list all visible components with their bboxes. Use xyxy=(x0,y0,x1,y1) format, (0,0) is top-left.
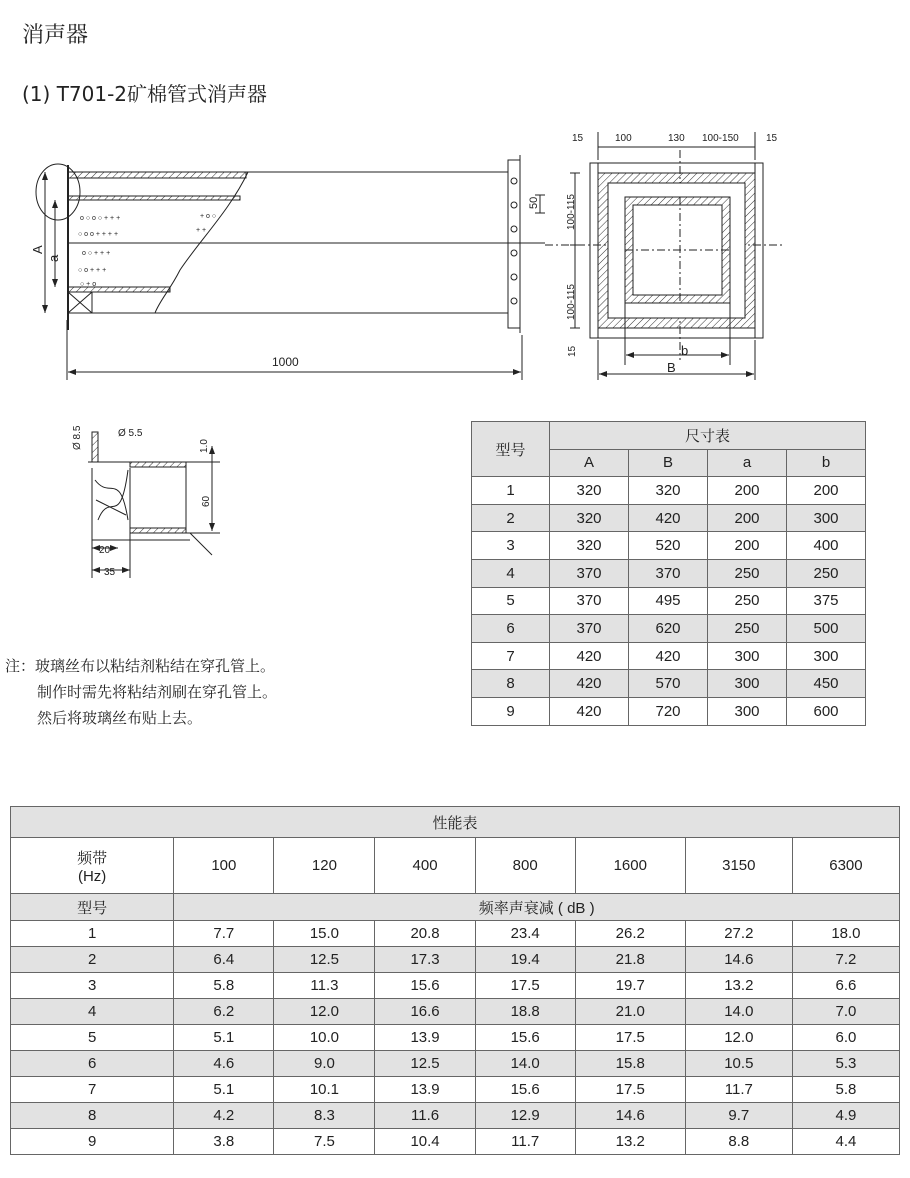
attenuation-cell: 17.5 xyxy=(475,973,575,999)
svg-text:o ○ o ○ + + +: o ○ o ○ + + + xyxy=(80,215,121,222)
table-row xyxy=(11,999,900,1025)
detail-dim: Ø 5.5 xyxy=(118,428,143,439)
dimension-cell: 320 xyxy=(550,477,629,505)
attenuation-cell: 17.5 xyxy=(575,1025,685,1051)
band-cell: 1600 xyxy=(575,838,685,894)
attenuation-cell: 5.1 xyxy=(174,1025,274,1051)
attenuation-cell: 23.4 xyxy=(475,921,575,947)
attenuation-cell: 12.5 xyxy=(274,947,375,973)
dimension-cell: 200 xyxy=(708,504,787,532)
model-cell: 6 xyxy=(11,1051,174,1077)
attenuation-cell: 4.4 xyxy=(792,1129,899,1155)
dimension-cell: 620 xyxy=(629,615,708,643)
attenuation-cell: 18.0 xyxy=(792,921,899,947)
dimension-cell: 420 xyxy=(550,670,629,698)
dimension-cell: 200 xyxy=(708,477,787,505)
attenuation-cell: 5.8 xyxy=(174,973,274,999)
detail-dim: 60 xyxy=(201,495,212,507)
attenuation-cell: 4.6 xyxy=(174,1051,274,1077)
section-top-dim: 130 xyxy=(668,133,685,144)
attenuation-cell: 13.9 xyxy=(375,1077,475,1103)
model-cell: 9 xyxy=(472,697,550,725)
dimension-cell: 500 xyxy=(787,615,866,643)
dim-B-label: B xyxy=(667,360,676,375)
model-cell: 2 xyxy=(11,947,174,973)
attenuation-cell: 17.3 xyxy=(375,947,475,973)
dim-b-label: b xyxy=(681,343,689,358)
attenuation-cell: 18.8 xyxy=(475,999,575,1025)
attenuation-cell: 13.9 xyxy=(375,1025,475,1051)
section-left-dim: 100-115 xyxy=(566,194,577,230)
attenuation-cell: 19.4 xyxy=(475,947,575,973)
dimension-cell: 300 xyxy=(708,670,787,698)
model-cell: 6 xyxy=(472,615,550,643)
dimension-cell: 600 xyxy=(787,697,866,725)
section-title: (1) T701-2矿棉管式消声器 xyxy=(22,82,268,106)
attenuation-cell: 14.6 xyxy=(685,947,792,973)
attenuation-cell: 11.3 xyxy=(274,973,375,999)
attenuation-cell: 12.0 xyxy=(685,1025,792,1051)
attenuation-cell: 17.5 xyxy=(575,1077,685,1103)
section-left-dim: 100-115 xyxy=(566,284,577,320)
table-row xyxy=(11,921,900,947)
model-cell: 7 xyxy=(472,642,550,670)
band-cell: 3150 xyxy=(685,838,792,894)
column-header: B xyxy=(629,449,708,477)
performance-table xyxy=(10,806,900,1155)
dimension-cell: 520 xyxy=(629,532,708,560)
table-row xyxy=(472,697,866,725)
dimension-cell: 320 xyxy=(550,532,629,560)
model-cell: 4 xyxy=(472,559,550,587)
dimension-cell: 200 xyxy=(708,532,787,560)
table-row xyxy=(472,532,866,560)
table-row xyxy=(11,1025,900,1051)
attenuation-cell: 26.2 xyxy=(575,921,685,947)
dimension-cell: 300 xyxy=(787,504,866,532)
svg-text:○ + o: ○ + o xyxy=(80,281,97,288)
band-cell: 120 xyxy=(274,838,375,894)
model-cell: 5 xyxy=(11,1025,174,1051)
attenuation-cell: 4.9 xyxy=(792,1103,899,1129)
dim-length-label: 1000 xyxy=(272,355,299,369)
dimension-cell: 250 xyxy=(708,587,787,615)
attenuation-cell: 7.0 xyxy=(792,999,899,1025)
dimension-cell: 450 xyxy=(787,670,866,698)
model-cell: 1 xyxy=(472,477,550,505)
attenuation-cell: 5.8 xyxy=(792,1077,899,1103)
attenuation-header: 频率声衰减 ( dB ) xyxy=(174,894,900,921)
dimension-cell: 200 xyxy=(787,477,866,505)
table-row xyxy=(472,670,866,698)
attenuation-cell: 8.3 xyxy=(274,1103,375,1129)
attenuation-cell: 12.5 xyxy=(375,1051,475,1077)
attenuation-cell: 19.7 xyxy=(575,973,685,999)
table-row xyxy=(11,973,900,999)
model-header: 型号 xyxy=(472,422,550,477)
detail-dim: Ø 8.5 xyxy=(72,425,83,450)
svg-text:○ o + + +: ○ o + + + xyxy=(78,267,107,274)
section-left-dim: 15 xyxy=(567,345,578,357)
band-cell: 6300 xyxy=(792,838,899,894)
dimension-cell: 570 xyxy=(629,670,708,698)
model-cell: 5 xyxy=(472,587,550,615)
band-cell: 400 xyxy=(375,838,475,894)
model-cell: 1 xyxy=(11,921,174,947)
attenuation-cell: 8.8 xyxy=(685,1129,792,1155)
band-cell: 100 xyxy=(174,838,274,894)
attenuation-cell: 15.6 xyxy=(475,1025,575,1051)
section-top-dim: 100 xyxy=(615,133,632,144)
table-title: 尺寸表 xyxy=(550,422,866,450)
detail-dim: 35 xyxy=(104,567,116,578)
table-title: 性能表 xyxy=(11,807,900,838)
model-cell: 8 xyxy=(472,670,550,698)
model-cell: 3 xyxy=(11,973,174,999)
dimension-cell: 370 xyxy=(550,615,629,643)
detail-dim: 20 xyxy=(99,545,111,556)
dimension-cell: 250 xyxy=(708,615,787,643)
dimension-cell: 300 xyxy=(787,642,866,670)
attenuation-cell: 13.2 xyxy=(685,973,792,999)
attenuation-cell: 13.2 xyxy=(575,1129,685,1155)
dimension-cell: 250 xyxy=(708,559,787,587)
attenuation-cell: 5.1 xyxy=(174,1077,274,1103)
model-cell: 4 xyxy=(11,999,174,1025)
dimension-cell: 720 xyxy=(629,697,708,725)
attenuation-cell: 21.0 xyxy=(575,999,685,1025)
model-cell: 8 xyxy=(11,1103,174,1129)
attenuation-cell: 15.6 xyxy=(475,1077,575,1103)
attenuation-cell: 20.8 xyxy=(375,921,475,947)
model-cell: 3 xyxy=(472,532,550,560)
dimension-cell: 370 xyxy=(550,587,629,615)
note-line: 注：玻璃丝布以粘结剂粘结在穿孔管上。 xyxy=(5,657,276,675)
dimension-cell: 300 xyxy=(708,642,787,670)
detail-dim: 1.0 xyxy=(199,439,210,453)
dim-A-label: A xyxy=(30,245,45,254)
dimension-cell: 420 xyxy=(550,697,629,725)
table-row xyxy=(472,642,866,670)
attenuation-cell: 7.2 xyxy=(792,947,899,973)
table-row xyxy=(11,1129,900,1155)
model-cell: 9 xyxy=(11,1129,174,1155)
attenuation-cell: 6.0 xyxy=(792,1025,899,1051)
side-view-drawing xyxy=(36,155,545,380)
dimension-cell: 320 xyxy=(550,504,629,532)
dimension-cell: 420 xyxy=(629,504,708,532)
section-top-dim: 15 xyxy=(572,133,584,144)
attenuation-cell: 11.7 xyxy=(475,1129,575,1155)
dimension-cell: 250 xyxy=(787,559,866,587)
attenuation-cell: 15.6 xyxy=(375,973,475,999)
model-cell: 7 xyxy=(11,1077,174,1103)
attenuation-cell: 5.3 xyxy=(792,1051,899,1077)
attenuation-cell: 14.0 xyxy=(685,999,792,1025)
table-row xyxy=(472,477,866,505)
attenuation-cell: 14.6 xyxy=(575,1103,685,1129)
model-cell: 2 xyxy=(472,504,550,532)
section-view-drawing xyxy=(545,132,785,380)
dimension-cell: 420 xyxy=(629,642,708,670)
attenuation-cell: 10.1 xyxy=(274,1077,375,1103)
table-row xyxy=(472,504,866,532)
column-header: a xyxy=(708,449,787,477)
svg-text:o ○ + + +: o ○ + + + xyxy=(82,250,111,257)
attenuation-cell: 11.7 xyxy=(685,1077,792,1103)
attenuation-cell: 21.8 xyxy=(575,947,685,973)
attenuation-cell: 7.7 xyxy=(174,921,274,947)
attenuation-cell: 16.6 xyxy=(375,999,475,1025)
band-cell: 800 xyxy=(475,838,575,894)
attenuation-cell: 6.2 xyxy=(174,999,274,1025)
attenuation-cell: 6.6 xyxy=(792,973,899,999)
table-row xyxy=(11,947,900,973)
attenuation-cell: 9.7 xyxy=(685,1103,792,1129)
table-row xyxy=(472,587,866,615)
dimension-cell: 300 xyxy=(708,697,787,725)
attenuation-cell: 9.0 xyxy=(274,1051,375,1077)
dimension-cell: 370 xyxy=(629,559,708,587)
svg-text:+ o ○: + o ○ xyxy=(200,213,217,220)
table-row xyxy=(11,1077,900,1103)
attenuation-cell: 10.4 xyxy=(375,1129,475,1155)
table-row xyxy=(472,559,866,587)
section-top-dim: 15 xyxy=(766,133,778,144)
page-title: 消声器 xyxy=(22,23,89,48)
dimension-cell: 370 xyxy=(550,559,629,587)
column-header: A xyxy=(550,449,629,477)
table-row xyxy=(11,1103,900,1129)
attenuation-cell: 4.2 xyxy=(174,1103,274,1129)
band-header xyxy=(11,838,174,894)
svg-text:○ o o + + + +: ○ o o + + + + xyxy=(78,231,119,238)
table-row xyxy=(472,615,866,643)
note-line: 制作时需先将粘结剂刷在穿孔管上。 xyxy=(37,683,278,701)
dimension-cell: 400 xyxy=(787,532,866,560)
table-row xyxy=(11,1051,900,1077)
dimension-cell: 420 xyxy=(550,642,629,670)
attenuation-cell: 6.4 xyxy=(174,947,274,973)
attenuation-cell: 15.0 xyxy=(274,921,375,947)
attenuation-cell: 10.5 xyxy=(685,1051,792,1077)
attenuation-cell: 15.8 xyxy=(575,1051,685,1077)
dimension-table xyxy=(471,421,866,726)
attenuation-cell: 10.0 xyxy=(274,1025,375,1051)
dim-hole-pitch-label: 50 xyxy=(528,196,540,209)
dimension-cell: 375 xyxy=(787,587,866,615)
dim-a-label: a xyxy=(46,254,61,262)
attenuation-cell: 27.2 xyxy=(685,921,792,947)
svg-text:+ +: + + xyxy=(196,227,207,234)
note-line: 然后将玻璃丝布贴上去。 xyxy=(37,709,203,727)
attenuation-cell: 11.6 xyxy=(375,1103,475,1129)
attenuation-cell: 7.5 xyxy=(274,1129,375,1155)
dimension-cell: 495 xyxy=(629,587,708,615)
band-unit: (Hz) xyxy=(77,867,107,885)
attenuation-cell: 12.9 xyxy=(475,1103,575,1129)
band-header-label: 频带 xyxy=(77,849,108,867)
attenuation-cell: 3.8 xyxy=(174,1129,274,1155)
column-header: b xyxy=(787,449,866,477)
attenuation-cell: 12.0 xyxy=(274,999,375,1025)
dimension-cell: 320 xyxy=(629,477,708,505)
model-header: 型号 xyxy=(11,894,174,921)
section-top-dim: 100-150 xyxy=(702,133,739,144)
attenuation-cell: 14.0 xyxy=(475,1051,575,1077)
